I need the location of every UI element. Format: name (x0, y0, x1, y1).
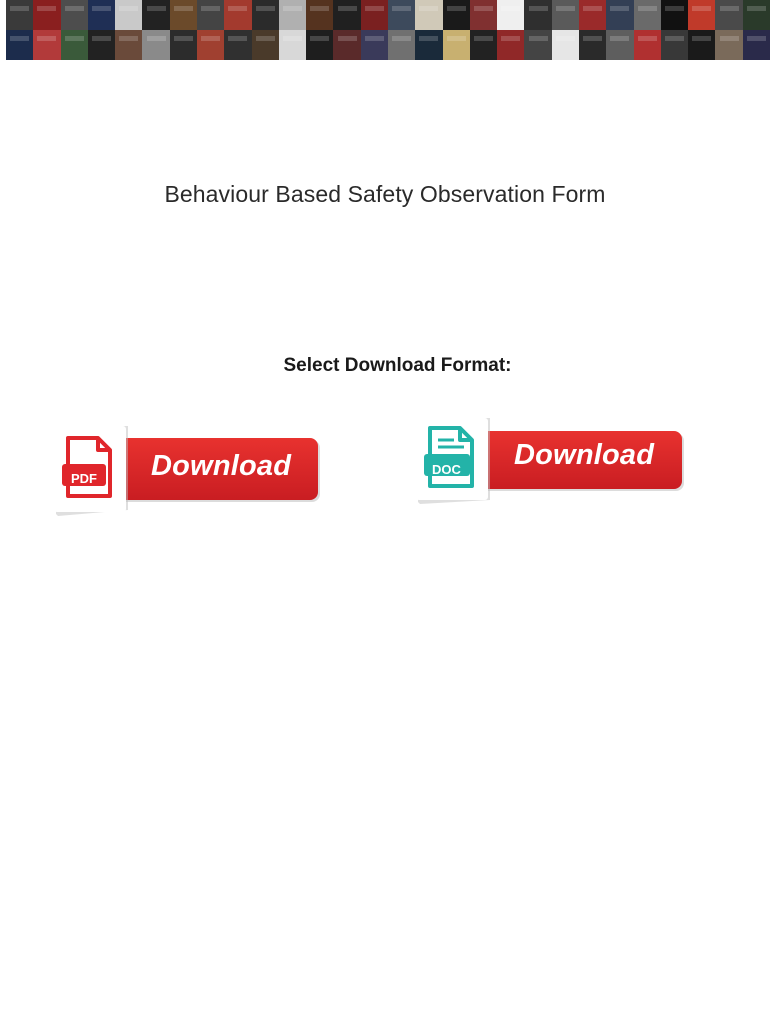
select-format-label: Select Download Format: (283, 355, 512, 376)
media-cover-tile (170, 30, 197, 60)
media-cover-tile (606, 30, 633, 60)
pdf-download-label: Download (151, 450, 292, 482)
doc-download-label: Download (514, 439, 655, 471)
media-cover-tile (61, 0, 88, 30)
media-cover-tile (6, 30, 33, 60)
media-cover-tile (197, 30, 224, 60)
media-cover-tile (688, 30, 715, 60)
media-cover-tile (33, 30, 60, 60)
page-title: Behaviour Based Safety Observation Form (164, 181, 606, 207)
media-cover-tile (252, 0, 279, 30)
pdf-format-tag: PDF (71, 471, 97, 486)
media-cover-tile (415, 0, 442, 30)
media-cover-tile (715, 0, 742, 30)
media-cover-tile (661, 0, 688, 30)
media-cover-tile (33, 0, 60, 30)
media-cover-tile (634, 0, 661, 30)
media-cover-tile (552, 30, 579, 60)
media-cover-tile (306, 0, 333, 30)
media-cover-tile (688, 0, 715, 30)
media-cover-tile (361, 0, 388, 30)
media-cover-tile (6, 0, 33, 30)
media-cover-tile (524, 30, 551, 60)
media-cover-tile (634, 30, 661, 60)
media-cover-tile (88, 30, 115, 60)
media-cover-tile (388, 0, 415, 30)
media-cover-tile (333, 0, 360, 30)
media-cover-tile (61, 30, 88, 60)
media-cover-tile (470, 0, 497, 30)
media-cover-tile (743, 30, 770, 60)
media-cover-tile (170, 0, 197, 30)
media-cover-tile (415, 30, 442, 60)
media-cover-tile (497, 0, 524, 30)
media-cover-tile (224, 0, 251, 30)
media-cover-tile (579, 30, 606, 60)
media-cover-tile (361, 30, 388, 60)
media-cover-tile (115, 0, 142, 30)
media-cover-tile (333, 30, 360, 60)
media-cover-tile (579, 0, 606, 30)
media-cover-tile (388, 30, 415, 60)
media-cover-tile (606, 0, 633, 30)
media-cover-tile (142, 0, 169, 30)
media-cover-tile (306, 30, 333, 60)
media-cover-tile (524, 0, 551, 30)
media-cover-tile (443, 0, 470, 30)
media-cover-tile (197, 0, 224, 30)
media-cover-tile (661, 30, 688, 60)
media-cover-tile (470, 30, 497, 60)
media-cover-tile (279, 30, 306, 60)
media-cover-tile (115, 30, 142, 60)
media-cover-tile (142, 30, 169, 60)
media-cover-tile (224, 30, 251, 60)
media-cover-tile (497, 30, 524, 60)
media-cover-tile (443, 30, 470, 60)
doc-download-button[interactable] (414, 416, 688, 504)
media-cover-banner (6, 0, 770, 60)
media-cover-tile (88, 0, 115, 30)
media-cover-tile (279, 0, 306, 30)
doc-format-tag: DOC (432, 462, 461, 477)
pdf-download-button[interactable] (52, 424, 322, 516)
media-cover-tile (743, 0, 770, 30)
media-cover-tile (715, 30, 742, 60)
media-cover-tile (552, 0, 579, 30)
media-cover-tile (252, 30, 279, 60)
